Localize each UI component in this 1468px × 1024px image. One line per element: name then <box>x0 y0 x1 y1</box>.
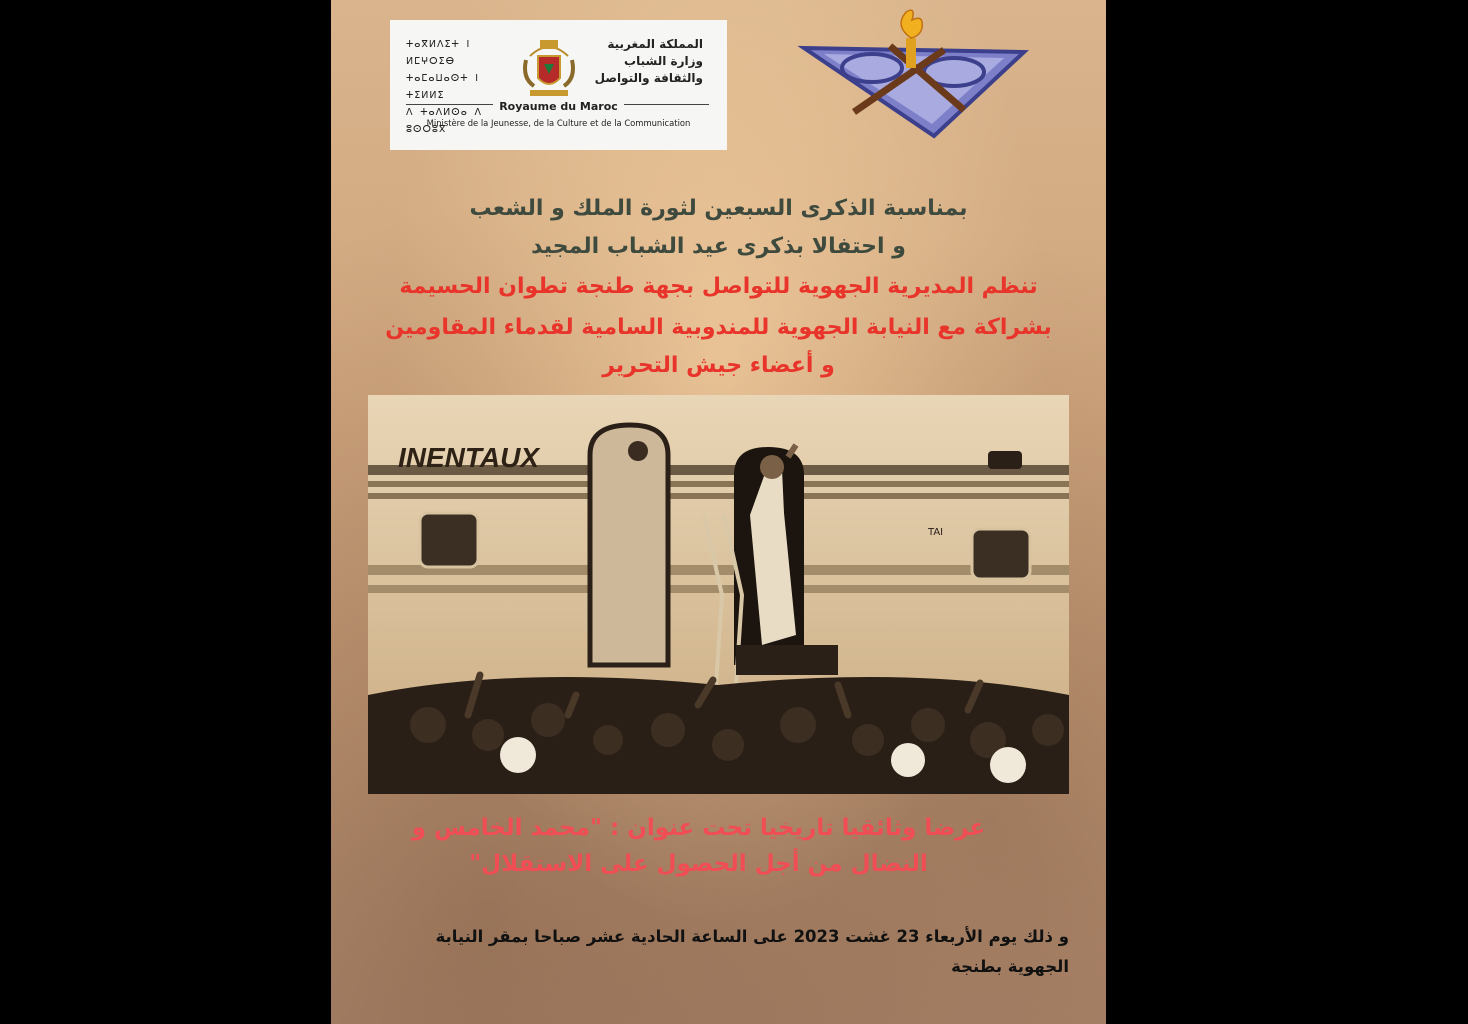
arabic-line: والثقافة والتواصل <box>594 71 703 85</box>
exhibit-title-line-2: النضال من أجل الحصول على الاستقلال" <box>469 851 928 877</box>
resistance-emblem-icon <box>794 8 1029 143</box>
tifinagh-line: ⵜⴰⵎⴰⵡⴰⵙⵜ ⵏ ⵜⵉⵍⵍⵉ <box>406 73 480 101</box>
tifinagh-line: ⴷ ⵜⴰⴷⵍⵙⴰ ⴷ ⵓⵙⵔⵓⴳ <box>406 107 483 135</box>
exhibit-title-line-1: عرضا وثائقيا تاريخيا تحت عنوان : "محمد الخامس و <box>411 815 986 841</box>
arabic-ministry-name <box>593 36 703 87</box>
ministere-label: Ministère de la Jeunesse, de la Culture et de la Communication <box>426 118 691 128</box>
ministry-logo <box>390 20 727 150</box>
partner-line-2: و أعضاء جيش التحرير <box>602 353 835 378</box>
arabic-line: المملكة المغربية <box>607 37 703 51</box>
event-details: و ذلك يوم الأربعاء 23 غشت 2023 على الساعة الحادية عشر صباحا بمقر النيابة الجهوية بطنجة <box>435 927 1069 976</box>
plane-badge: TAI <box>928 527 944 538</box>
tifinagh-line: ⵜⴰⴳⵍⴷⵉⵜ ⵏ ⵍⵎⵖⵔⵉⴱ <box>406 39 471 67</box>
plane-lettering: INENTAUX <box>398 442 540 473</box>
royaume-label: Royaume du Maroc <box>390 100 727 113</box>
historic-photo <box>368 395 1069 794</box>
organizer-line: تنظم المديرية الجهوية للتواصل بجهة طنجة تطوان الحسيمة <box>399 274 1038 299</box>
coat-of-arms-icon <box>518 34 580 102</box>
partner-line: بشراكة مع النيابة الجهوية للمندوبية السامية لقدماء المقاومين <box>385 315 1052 340</box>
arabic-line: وزارة الشباب <box>624 54 703 68</box>
event-poster <box>331 0 1106 1024</box>
headline-line-1: بمناسبة الذكرى السبعين لثورة الملك و الشعب <box>469 196 968 221</box>
headline-line-2: و احتفالا بذكرى عيد الشباب المجيد <box>531 234 906 259</box>
